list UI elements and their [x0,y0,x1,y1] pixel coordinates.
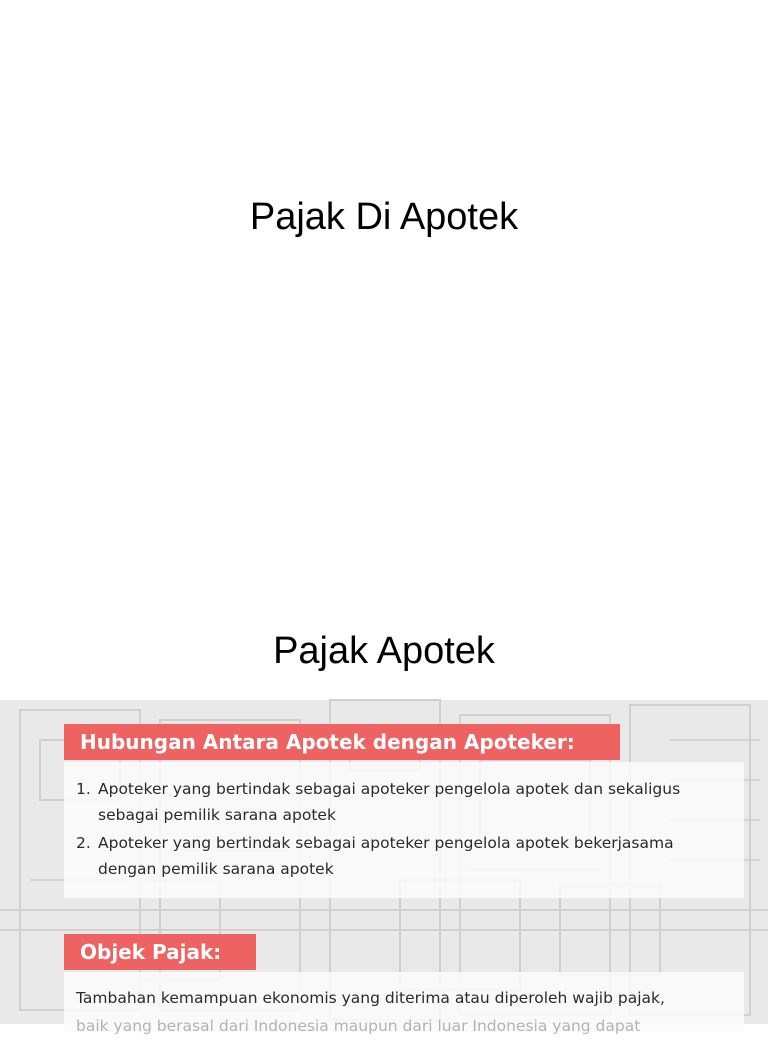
list-item-text: Apoteker yang bertindak sebagai apoteker pengelola apotek bekerjasama dengan pemilik sarana apotek [98,834,674,878]
tax-object-text [76,984,736,1040]
list-item [76,776,736,828]
list-item-text: Apoteker yang bertindak sebagai apoteker pengelola apotek dan sekaligus sebagai pemilik sarana apotek [98,780,681,824]
tax-object-box [64,972,744,1035]
section-heading: Objek Pajak: [64,934,256,970]
section-heading: Hubungan Antara Apotek dengan Apoteker: [64,724,620,760]
list-number: 2. [76,834,91,852]
list-number: 1. [76,780,91,798]
slide-title: Pajak Di Apotek [249,196,519,238]
list-item [76,830,736,882]
slide-title: Pajak Apotek [273,630,495,672]
paragraph-line: Tambahan kemampuan ekonomis yang diterima atau diperoleh wajib pajak, [76,989,665,1007]
relationship-list-box [64,762,744,898]
paragraph-line: baik yang berasal dari Indonesia maupun dari luar Indonesia yang dapat [76,1017,641,1035]
infographic-panel [0,700,768,1035]
